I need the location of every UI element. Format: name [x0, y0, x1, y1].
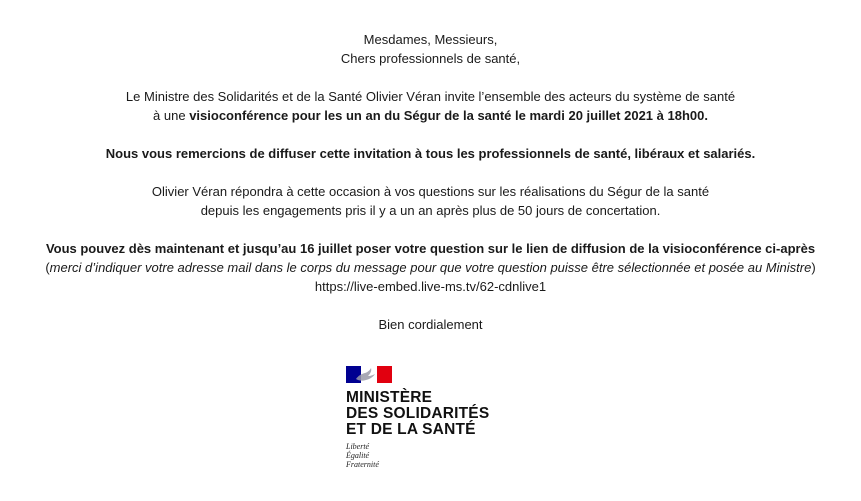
paragraph-invitation-line1: Le Ministre des Solidarités et de la Santé Olivier Véran invite l’ensemble des acteurs du système de santé: [125, 89, 736, 104]
motto-liberte: Liberté: [346, 442, 370, 451]
invitation-prefix: à une: [153, 108, 190, 123]
greeting-line-professionals: Chers professionnels de santé,: [340, 51, 521, 66]
paragraph-email-note: [0, 258, 861, 277]
motto-egalite: Égalité: [346, 451, 370, 460]
ministry-logo: [346, 366, 526, 486]
marianne-flag-icon: [346, 366, 392, 383]
note-italic-text: merci d’indiquer votre adresse mail dans le corps du message pour que votre question puisse être sélectionnée et posée au Ministre: [49, 260, 812, 275]
invitation-letter: [0, 30, 861, 334]
note-paren-close: ): [811, 260, 816, 275]
republic-motto: [346, 442, 379, 469]
note-paren-open: (: [45, 260, 50, 275]
paragraph-submit-question: Vous pouvez dès maintenant et jusqu’au 16 juillet poser votre question sur le lien de diffusion de la visioconférence ci-après: [45, 241, 816, 256]
closing-line: Bien cordialement: [378, 317, 483, 332]
paragraph-questions-line2: depuis les engagements pris il y a un an après plus de 50 jours de concertation.: [200, 203, 661, 218]
greeting-line: Mesdames, Messieurs,: [363, 32, 498, 47]
ministry-name-line2: DES SOLIDARITÉS: [346, 405, 490, 422]
ministry-name-line1: MINISTÈRE: [346, 389, 433, 406]
broadcast-link[interactable]: https://live-embed.live-ms.tv/62-cdnlive1: [314, 279, 547, 294]
motto-fraternite: Fraternité: [346, 460, 379, 469]
paragraph-questions-line1: Olivier Véran répondra à cette occasion à vos questions sur les réalisations du Ségur de la santé: [151, 184, 710, 199]
invitation-event-details: visioconférence pour les un an du Ségur de la santé le mardi 20 juillet 2021 à 18h00.: [189, 108, 708, 123]
ministry-name-line3: ET DE LA SANTÉ: [346, 421, 476, 438]
paragraph-share-request: Nous vous remercions de diffuser cette invitation à tous les professionnels de santé, libéraux et salariés.: [105, 146, 756, 161]
ministry-name: [346, 390, 489, 438]
paragraph-invitation-line2: [0, 106, 861, 125]
